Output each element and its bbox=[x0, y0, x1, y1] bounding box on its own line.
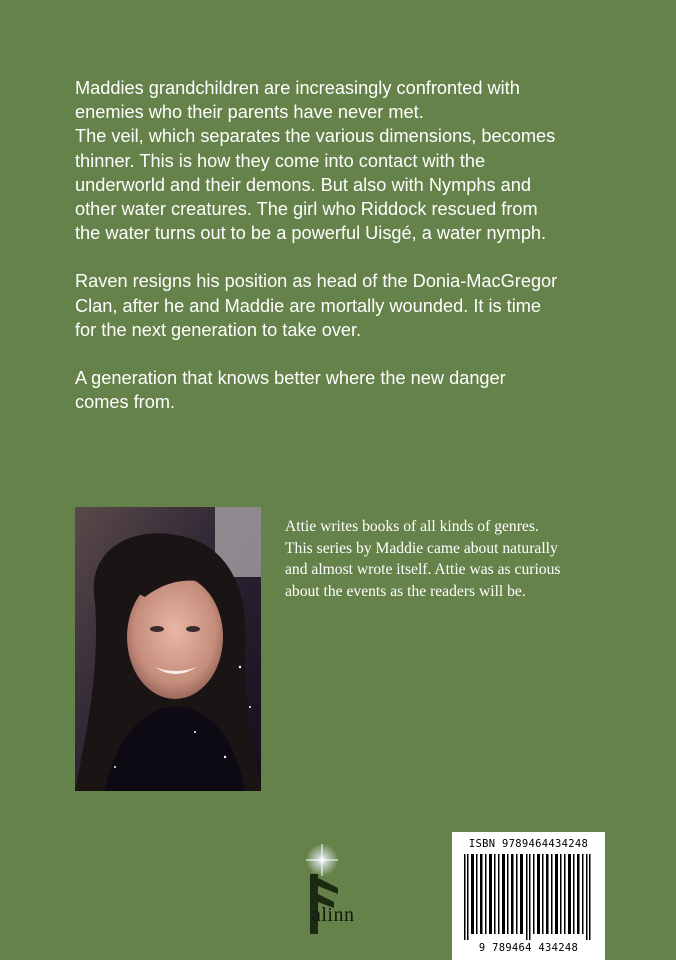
blurb-paragraph-2: Raven resigns his position as head of the Donia-MacGregor Clan, after he and Maddie are mortally wounded. It is time for the next generation to take over. bbox=[75, 271, 558, 340]
isbn-barcode bbox=[452, 832, 605, 960]
blurb-paragraph-3: A generation that knows better where the new danger comes from. bbox=[75, 368, 506, 413]
author-bio-text: Attie writes books of all kinds of genres. This series by Maddie came about naturally and almost wrote itself. Attie was as curious about the events as the readers will be. bbox=[285, 518, 561, 600]
barcode-bars bbox=[460, 854, 597, 940]
blurb-paragraph-1 bbox=[75, 76, 635, 245]
author-photo bbox=[75, 507, 261, 791]
publisher-name: alinn bbox=[312, 904, 355, 926]
author-bio bbox=[285, 516, 615, 602]
back-cover-blurb bbox=[75, 76, 635, 438]
isbn-digits: 9 789464 434248 bbox=[478, 942, 579, 954]
blurb-line-1: Maddies grandchildren are increasingly confronted with enemies who their parents have never met. The veil, which separates the various dimensions, becomes thinner. This is how they come into contact with the underworld and their demons. But also with Nymphs and other water creatures. The girl who Riddock rescued from the water turns out to be a powerful Uisgé, a water nymph. bbox=[75, 78, 556, 244]
isbn-label: ISBN 9789464434248 bbox=[468, 838, 589, 850]
publisher-logo bbox=[272, 842, 372, 942]
